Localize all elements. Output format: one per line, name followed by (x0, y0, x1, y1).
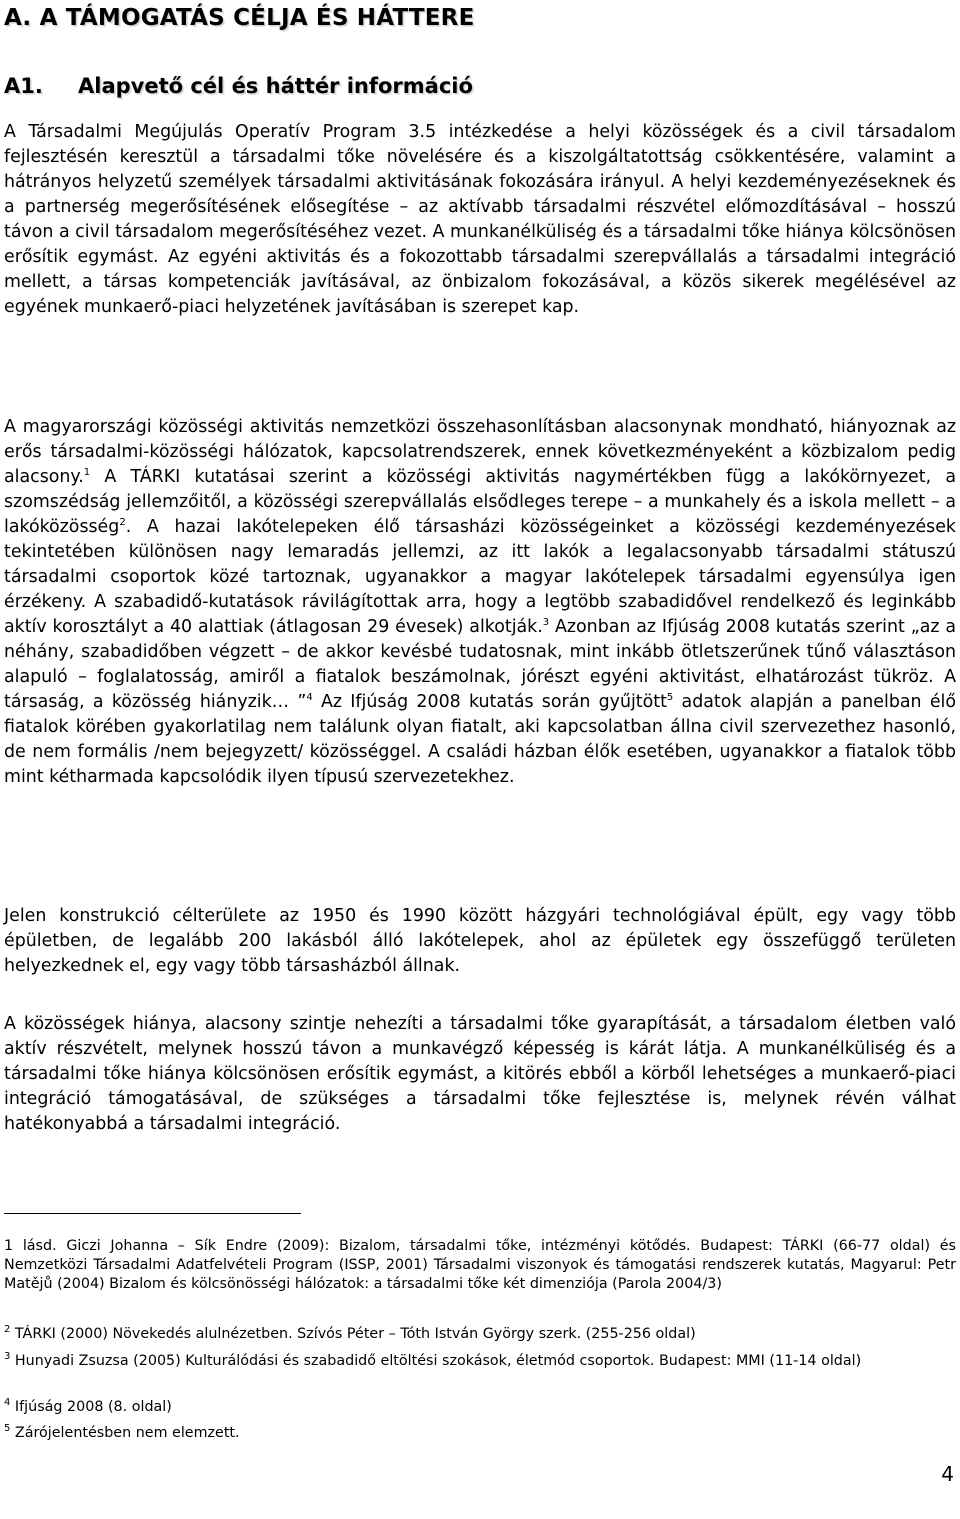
footnote-number: 3 (4, 1351, 11, 1363)
paragraph-2-part-b: A TÁRKI kutatásai szerint a közösségi aktivitás nagymértékben függ a lakókörnyezet, a szomszédság jellemzőitől, a közösségi szerepvállalás elsődleges terepe – a munkahely és a iskola mellett – a lakóközösség (4, 467, 956, 537)
footnote-2 (4, 1325, 956, 1344)
subsection-heading (4, 72, 473, 100)
footnote-text: Hunyadi Zsuzsa (2005) Kulturálódási és szabadidő eltöltési szokások, életmód csoportok. Budapest: MMI (11-14 oldal) (10, 1353, 862, 1369)
footnote-ref-3: 3 (542, 617, 550, 629)
footnote-1 (4, 1237, 956, 1294)
footnote-3 (4, 1352, 956, 1371)
footnote-number: 4 (4, 1397, 11, 1409)
paragraph-4: A közösségek hiánya, alacsony szintje nehezíti a társadalmi tőke gyarapítását, a társadalom életben való aktív részvételt, melynek hosszú távon a munkavégző képesség is kárát látja. A munkanélküliség és a társadalmi tőke hiánya kölcsönösen erősítik egymást, a kitörés ebből a körből lehetséges a munkaerő-piaci integráció támogatásával, de szükséges a társadalmi tőke fejlesztése is, melynek révén válhat hatékonyabbá a társadalmi integráció. (4, 1014, 956, 1134)
subsection-number: A1. (4, 74, 43, 98)
footnote-ref-5: 5 (666, 692, 674, 704)
footnote-number: 1 (4, 1238, 14, 1254)
footnote-text: lásd. Giczi Johanna – Sík Endre (2009): Bizalom, társadalmi tőke, intézményi kötődés. Budapest: TÁRKI (66-77 oldal) és Nemzetközi Társadalmi Adatfelvételi Program (ISSP, 2001) Társadalmi viszonyok és támogatási rendszerek kutatás, Magyarul: Petr Matějů (2004) Bizalom és kölcsönösségi hálózatok: a társadalmi tőke két dimenziója (Parola 2004/3) (4, 1238, 956, 1292)
page-number: 4 (941, 1462, 954, 1486)
footnote-4 (4, 1398, 956, 1417)
paragraph-3: Jelen konstrukció célterülete az 1950 és 1990 között házgyári technológiával épült, egy vagy több épületben, de legalább 200 lakásból álló lakótelepek, ahol az épületek egy összefüggő területen helyezkednek el, egy vagy több társasházból állnak. (4, 906, 956, 976)
paragraph-1: A Társadalmi Megújulás Operatív Program 3.5 intézkedése a helyi közösségek és a civil társadalom fejlesztésén keresztül a társadalmi tőke növelésére és a kiszolgáltatottság csökkentésére, valamint a hátrányos helyzetű személyek társadalmi aktivitásának fokozására irányul. A helyi kezdeményezéseknek és a partnerség megerősítésének elősegítése – az aktívabb társadalmi részvétel előmozdításával – hosszú távon a civil társadalom megerősítéséhez vezet. A munkanélküliség és a társadalmi tőke hiánya kölcsönösen erősítik egymást. Az egyéni aktivitás és a fokozottabb társadalmi szerepvállalás a társadalmi integráció mellett, a társas kompetenciák javításával, az önbizalom fokozásával, a közös sikerek megélésével az egyének munkaerő-piaci helyzetének javításában is szerepet kap. (4, 122, 956, 317)
footnote-separator (4, 1213, 301, 1214)
footnote-number: 2 (4, 1324, 11, 1336)
footnote-text: TÁRKI (2000) Növekedés alulnézetben. Szívós Péter – Tóth István György szerk. (255-256 oldal) (10, 1326, 696, 1342)
paragraph-2-part-e: Az Ifjúság 2008 kutatás során gyűjtött (312, 692, 667, 712)
paragraph-2-part-f: adatok alapján a panelban élő fiatalok körében gyakorlatilag nem találunk olyan fiatalt, aki kapcsolatban állna civil szervezethez hasonló, de nem formális /nem bejegyzett/ közösséggel. A családi házban élők esetében, ugyanakkor a fiatalok több mint kétharmada kapcsolódik ilyen típusú szervezetekhez. (4, 692, 956, 787)
section-heading: A. A TÁMOGATÁS CÉLJA ÉS HÁTTERE (4, 5, 475, 31)
paragraph-2-part-c: . A hazai lakótelepeken élő társasházi közösségeinket a közösségi kezdeményezések tekintetében különösen nagy lemaradás jellemzi, az itt lakók a legalacsonyabb társadalmi státuszú társadalmi csoportok közé tartoznak, ugyanakkor a magyar lakótelepek társadalmi egyensúlya igen érzékeny. A szabadidő-kutatások rávilágítottak arra, hogy a legtöbb szabadidővel rendelkező és leginkább aktív korosztályt a 40 alattiak (átlagosan 29 évesek) alkotják. (4, 517, 956, 637)
footnote-text: Ifjúság 2008 (8. oldal) (10, 1399, 172, 1415)
paragraph-2-part-d: Azonban az Ifjúság 2008 kutatás szerint „az a néhány, szabadidőben végzett – de akkor kevésbé tudatosnak, mint inkább ötletszerűnek tűnő választáson alapuló – foglalatosság, amiről a fiatalok beszámolnak, jórészt egyéni aktivitást, elhatározást tükröz. A társaság, a közösség hiányzik… ” (4, 617, 957, 712)
footnote-5 (4, 1424, 956, 1443)
footnote-ref-4: 4 (306, 692, 313, 704)
subsection-title: Alapvető cél és háttér információ (78, 74, 473, 98)
footnote-ref-1: 1 (83, 467, 91, 479)
footnote-number: 5 (4, 1423, 11, 1435)
footnote-text: Zárójelentésben nem elemzett. (10, 1425, 240, 1441)
paragraph-2-part-a: A magyarországi közösségi aktivitás nemzetközi összehasonlításban alacsonynak mondható, hiányoznak az erős társadalmi-közösségi hálózatok, kapcsolatrendszerek, ennek következményeként a közbizalom pedig alacsony. (4, 417, 956, 487)
footnote-ref-2: 2 (119, 517, 126, 529)
paragraph-2 (4, 415, 956, 790)
